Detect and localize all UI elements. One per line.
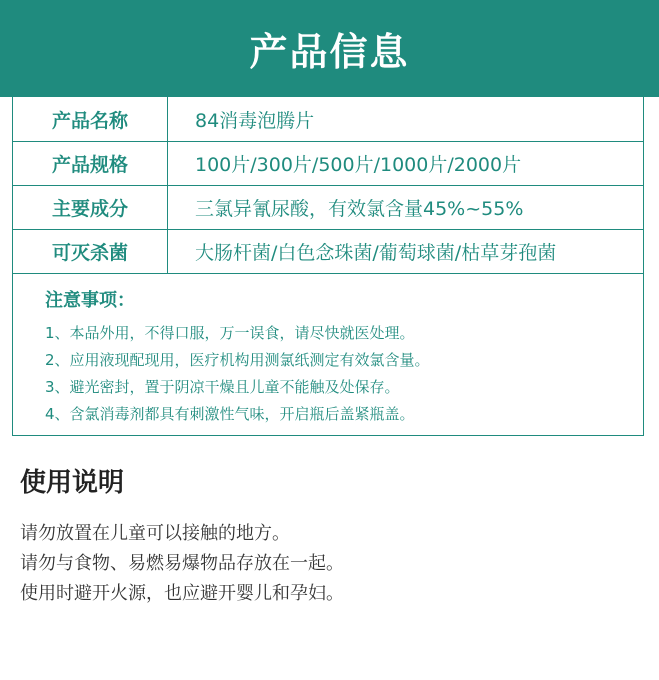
spec-value: 100片/300片/500片/1000片/2000片 [195,154,522,176]
spec-row-bacteria [13,230,643,274]
usage-title: 使用说明 [20,468,125,498]
spec-row-size [13,142,643,186]
note-item: 2、应用液现配现用，医疗机构用测氯纸测定有效氯含量。 [45,351,430,369]
spec-value: 大肠杆菌/白色念珠菌/葡萄球菌/枯草芽孢菌 [195,242,557,264]
header-banner [0,0,659,97]
page-title: 产品信息 [249,30,410,74]
spec-value: 三氯异氰尿酸，有效氯含量45%~55% [195,198,524,220]
usage-line: 使用时避开火源，也应避开婴儿和孕妇。 [20,583,344,604]
note-item: 1、本品外用，不得口服，万一误食，请尽快就医处理。 [45,324,415,342]
note-item: 4、含氯消毒剂都具有刺激性气味，开启瓶后盖紧瓶盖。 [45,405,415,423]
note-item: 3、避光密封，置于阴凉干燥且儿童不能触及处保存。 [45,378,400,396]
spec-label: 主要成分 [13,186,168,229]
spec-label: 产品规格 [13,142,168,185]
spec-label: 产品名称 [13,97,168,141]
product-spec-table [12,97,644,436]
spec-value: 84消毒泡腾片 [195,109,315,132]
usage-section [20,462,344,609]
usage-line: 请勿放置在儿童可以接触的地方。 [20,523,290,544]
spec-label: 可灭杀菌 [13,230,168,273]
notes-title: 注意事项： [45,290,135,311]
notes-section [13,274,643,435]
spec-row-name [13,97,643,142]
spec-row-ingredient [13,186,643,230]
usage-line: 请勿与食物、易燃易爆物品存放在一起。 [20,553,344,574]
